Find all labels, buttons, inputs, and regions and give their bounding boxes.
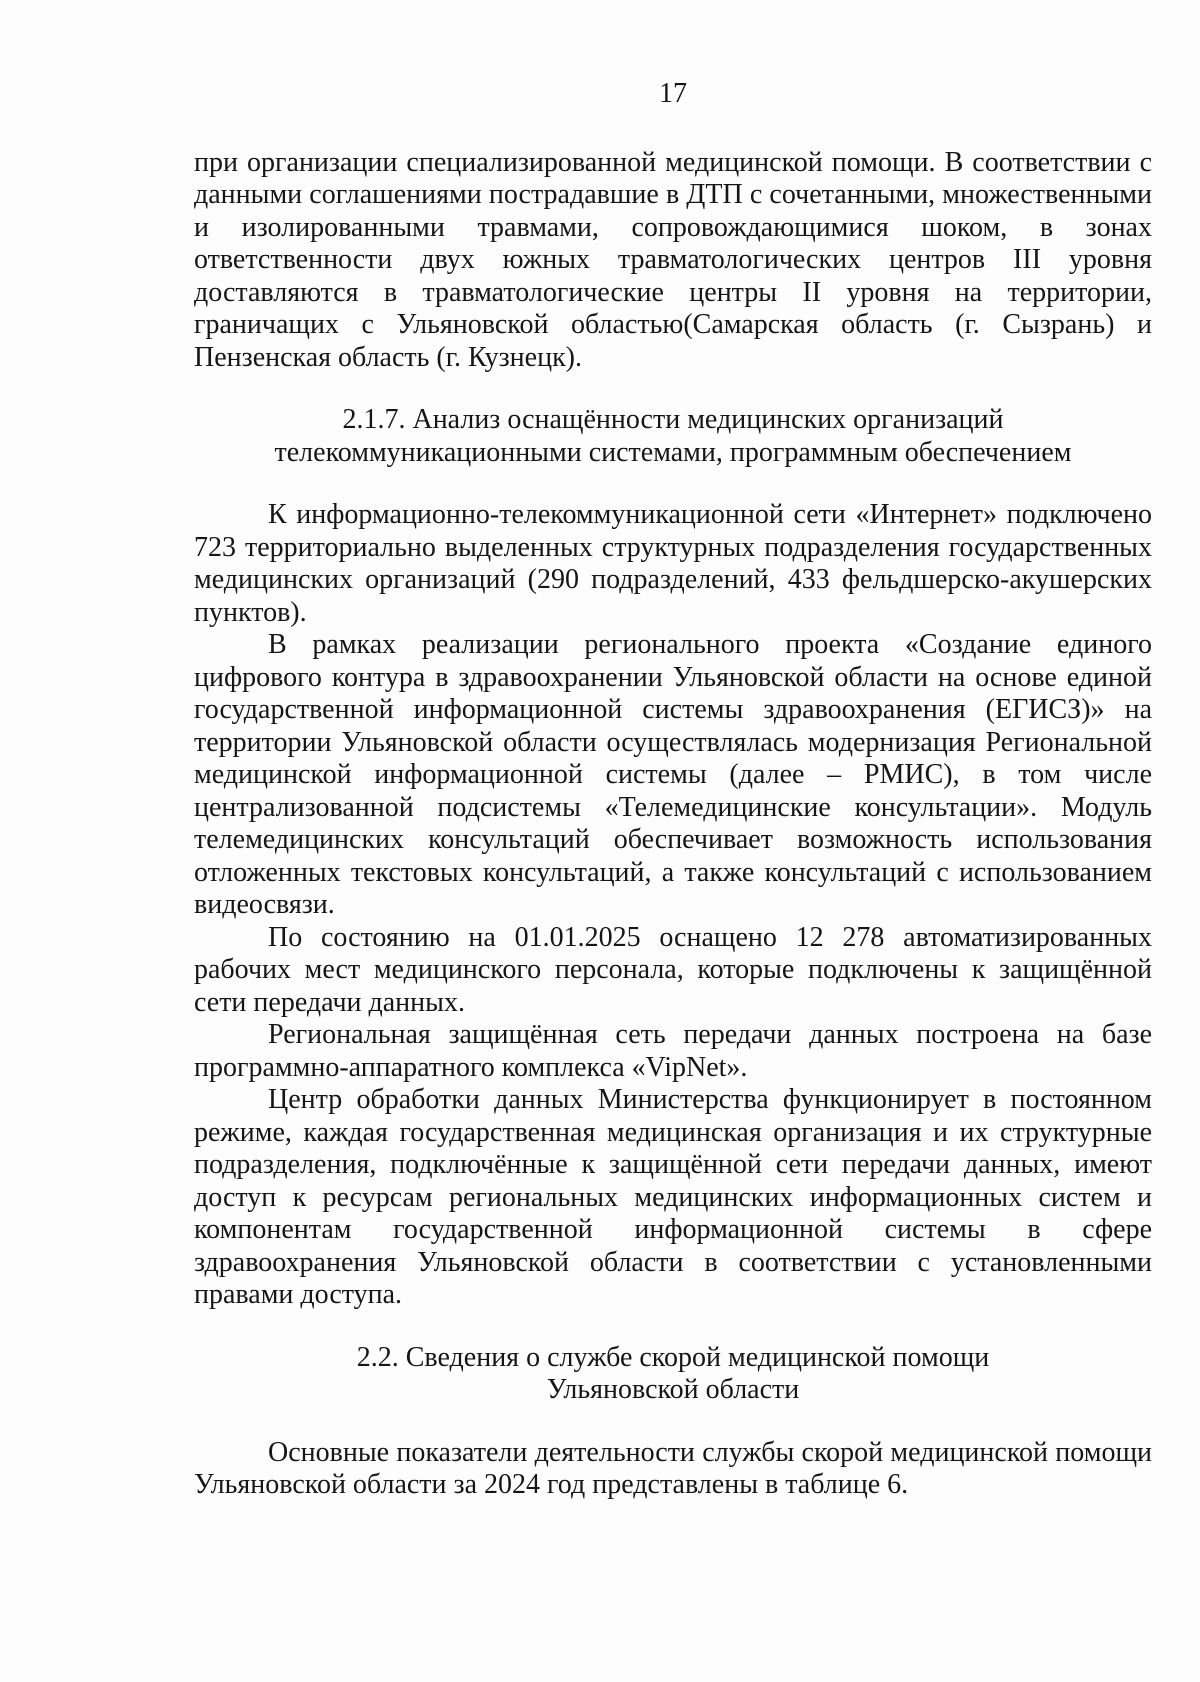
section-heading-2-2 <box>194 1342 1152 1407</box>
paragraph: К информационно-телекоммуникационной сети «Интернет» подключено 723 территориально выделенных структурных подразделения государственных медицинских организаций (290 подразделений, 433 фельдшерско-акушерских пунктов). <box>194 499 1152 628</box>
paragraph: Основные показатели деятельности службы скорой медицинской помощи Ульяновской области за 2024 год представлены в таблице 6. <box>194 1436 1152 1500</box>
paragraph: при организации специализированной медицинской помощи. В соответствии с данными соглашениями пострадавшие в ДТП с сочетанными, множественными и изолированными травмами, сопровождающимися шоком, в зонах ответственности двух южных травматологических центров III уровня доставляются в травматологические центры II уровня на территории, граничащих с Ульяновской областью(Самарская область (г. Сызрань) и Пензенская область (г. Кузнецк). <box>194 146 1152 373</box>
heading-line: 2.1.7. Анализ оснащённости медицинских организаций <box>342 404 1004 435</box>
page-number: 17 <box>659 78 687 109</box>
document-body <box>194 147 1152 1502</box>
section-heading-2-1-7 <box>194 404 1152 469</box>
paragraph: По состоянию на 01.01.2025 оснащено 12 278 автоматизированных рабочих мест медицинского персонала, которые подключены к защищённой сети передачи данных. <box>194 921 1152 1018</box>
paragraph: Центр обработки данных Министерства функционирует в постоянном режиме, каждая государственная медицинская организация и их структурные подразделения, подключённые к защищённой сети передачи данных, имеют доступ к ресурсам региональных медицинских информационных систем и компонентам государственной информационной системы в сфере здравоохранения Ульяновской области в соответствии с установленными правами доступа. <box>194 1084 1152 1310</box>
paragraph: В рамках реализации регионального проекта «Создание единого цифрового контура в здравоохранении Ульяновской области на основе единой государственной информационной системы здравоохранения (ЕГИСЗ)» на территории Ульяновской области осуществлялась модернизация Региональной медицинской информационной системы (далее – РМИС), в том числе централизованной подсистемы «Телемедицинские консультации». Модуль телемедицинских консультаций обеспечивает возможность использования отложенных текстовых консультаций, а также консультаций с использованием видеосвязи. <box>194 629 1152 920</box>
heading-line: Ульяновской области <box>546 1374 800 1405</box>
paragraph: Региональная защищённая сеть передачи данных построена на базе программно-аппаратного комплекса «VipNet». <box>194 1019 1152 1083</box>
heading-line: телекоммуникационными системами, программным обеспечением <box>274 436 1072 468</box>
heading-line: 2.2. Сведения о службе скорой медицинской помощи <box>356 1341 990 1373</box>
